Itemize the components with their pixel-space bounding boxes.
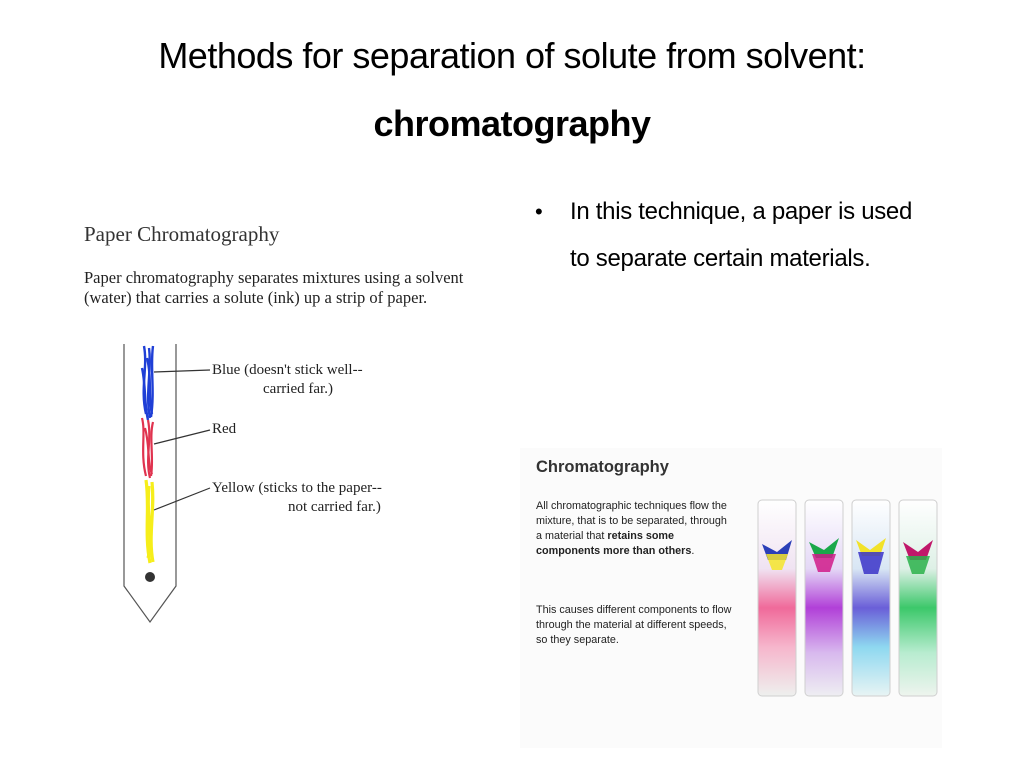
label-red: Red <box>212 421 237 437</box>
chromatography-title: Chromatography <box>536 458 669 476</box>
bullet-list <box>535 188 935 282</box>
para1-text: All chromatographic techniques flow the mixture, that is to be separated, through a material that <box>536 500 727 542</box>
paper-strip-drawing <box>82 218 482 638</box>
figure-title: Paper Chromatography <box>84 222 280 246</box>
label-blue-line-1: Blue (doesn't stick well-- <box>212 362 363 378</box>
paper-chromatography-figure <box>82 218 482 638</box>
figure-description: Paper chromatography separates mixtures using a solvent (water) that carries a solute (ink) up a strip of paper. <box>84 268 464 307</box>
strip-3 <box>852 500 890 696</box>
para1-bold: retains some components more than others <box>536 530 692 557</box>
bullet-text: In this technique, a paper is used to separate certain materials. <box>570 198 913 272</box>
title-line-2: chromatography <box>373 103 651 144</box>
origin-dot <box>145 572 155 582</box>
chromatography-paragraph-2: This causes different components to flow through the material at different speeds, so they separate. <box>536 604 732 646</box>
label-yellow-line-1: Yellow (sticks to the paper-- <box>212 480 382 496</box>
bullet-dot-icon: • <box>535 199 543 224</box>
label-yellow-line-2: not carried far.) <box>288 499 381 515</box>
strip-2 <box>805 500 843 696</box>
label-blue-line-2: carried far.) <box>263 381 333 397</box>
strips-image <box>520 448 942 748</box>
yellow-ink-band <box>146 480 153 563</box>
slide-title <box>0 30 1024 150</box>
blue-ink-band <box>142 346 153 420</box>
strip-4 <box>899 500 937 696</box>
title-line-1: Methods for separation of solute from solvent: <box>158 35 866 76</box>
chromatography-figure <box>520 448 942 748</box>
para1-end: . <box>691 545 695 557</box>
red-ink-band <box>142 418 153 478</box>
strip-1 <box>758 500 796 696</box>
